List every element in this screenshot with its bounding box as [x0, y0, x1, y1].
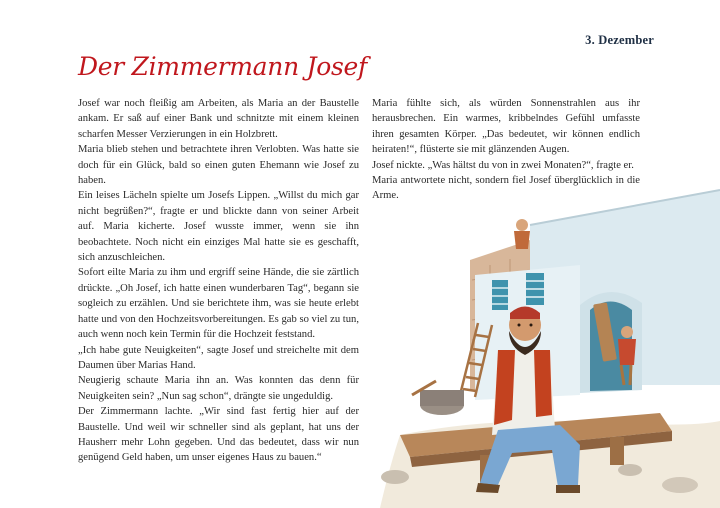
- paragraph: Josef war noch fleißig am Arbeiten, als Maria an der Baustelle ankam. Er saß auf einer Bank und schnitzte mit einem kleinen scharfen Messer Verzierungen in ein Holzbrett.: [78, 98, 359, 140]
- carpenter-illustration: [380, 185, 720, 508]
- paragraph: Maria blieb stehen und betrachtete ihren Verlobten. Was hatte sie doch für ein Glück, bald so einen guten Ehemann wie Josef zu haben.: [78, 144, 359, 187]
- paragraph: „Ich habe gute Neuigkeiten“, sagte Josef und streichelte mit dem Daumen über Marias Hand.: [78, 344, 359, 371]
- paragraph: Maria antwortete nicht, sondern fiel Josef überglücklich in die Arme.: [372, 175, 640, 202]
- paragraph: Neugierig schaute Maria ihn an. Was konnten das denn für Neuigkeiten sein? „Nun sag schon“, drängte sie ungeduldig.: [78, 375, 359, 402]
- story-title: Der Zimmermann Josef: [78, 52, 367, 81]
- text-column-left: [78, 96, 359, 466]
- paragraph: Josef nickte. „Was hältst du von in zwei Monaten?“, fragte er.: [372, 159, 634, 171]
- paragraph: Sofort eilte Maria zu ihm und ergriff seine Hände, die sie zärtlich drückte. „Oh Josef, ich hatte einen wunderbaren Tag“, begann sie sogleich zu erzählen. Und sie berichtete ihm, was sie heute erlebt hatte und von den Hochzeitsvorbereitungen. Es gab so viel zu tun, auch wenn noch kein Termin für die Hochzeit feststand.: [78, 267, 359, 341]
- paragraph: Der Zimmermann lachte. „Wir sind fast fertig hier auf der Baustelle. Und weil wir schneller sind als geplant, hat uns der Hausherr mehr Lohn gegeben. Und das bedeutet, dass wir nun genügend Geld haben, um unser eigenes Haus zu bauen.“: [78, 406, 359, 464]
- paragraph: Ein leises Lächeln spielte um Josefs Lippen. „Willst du mich gar nicht begrüßen?“, fragte er und blickte dann von seiner Arbeit auf. Maria kicherte. Josef wusste immer, wenn sie ihn beobachtete. Noch nicht ein einziges Mal hatte sie es geschafft, sich anzuschleichen.: [78, 190, 359, 264]
- date-label: 3. Dezember: [585, 33, 654, 47]
- paragraph: Maria fühlte sich, als würden Sonnenstrahlen aus ihr herausbrechen. Ein warmes, kribbelndes Gefühl umfasste ihren gesamten Körper. „Das bedeutet, wir können endlich heiraten!“, flüsterte sie mit glänzenden Augen.: [372, 98, 640, 156]
